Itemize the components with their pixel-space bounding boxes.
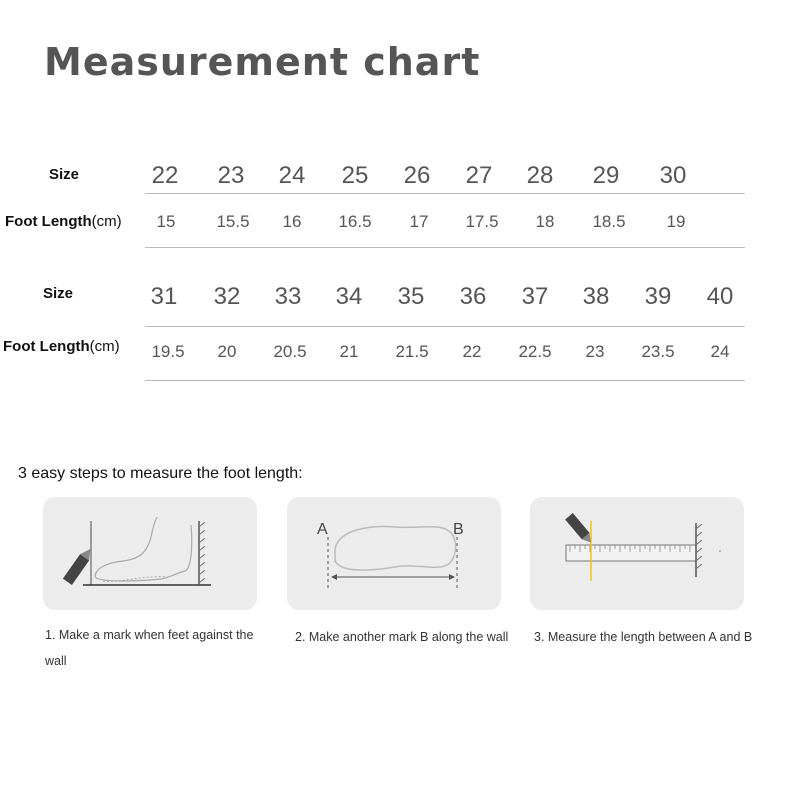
foot-length-cell: 22: [462, 342, 482, 361]
foot-length-cell: 17.5: [465, 212, 499, 231]
steps-heading: 3 easy steps to measure the foot length:: [18, 465, 303, 482]
foot-length-cell: 20.5: [273, 342, 307, 361]
size-cell: 31: [150, 283, 178, 310]
foot-length-row-label: [3, 338, 120, 355]
size-cell: 23: [217, 162, 245, 189]
foot-length-unit: (cm): [91, 213, 122, 230]
foot-length-cell: 19.5: [151, 342, 185, 361]
size-cell: 39: [644, 283, 672, 310]
foot-length-cell: 18: [535, 212, 555, 231]
size-cell: 26: [403, 162, 431, 189]
size-cell: 25: [341, 162, 369, 189]
foot-against-wall-icon: [43, 497, 257, 610]
size-cell: 29: [592, 162, 620, 189]
foot-length-unit: (cm): [89, 338, 120, 355]
size-cell: 34: [335, 283, 363, 310]
step-3-caption: 3. Measure the length between A and B: [534, 630, 753, 644]
size-cell: 28: [526, 162, 554, 189]
foot-length-cell: 21: [339, 342, 359, 361]
foot-length-label: Foot Length: [5, 213, 92, 230]
foot-length-cell: 19: [666, 212, 686, 231]
label-b: B: [453, 521, 464, 538]
size-cell: 35: [397, 283, 425, 310]
size-cell: 27: [465, 162, 493, 189]
foot-length-cell: 21.5: [395, 342, 429, 361]
size-cell: 24: [278, 162, 306, 189]
step-3-card: [530, 497, 744, 610]
foot-length-cell: 15.5: [216, 212, 250, 231]
footprint-ab-icon: [287, 497, 501, 610]
size-row-label: Size: [49, 166, 80, 183]
page-title: Measurement chart: [44, 40, 481, 84]
size-cell: 37: [521, 283, 549, 310]
size-row-label: Size: [43, 285, 74, 302]
foot-length-cell: 23.5: [641, 342, 675, 361]
foot-length-cell: 16.5: [338, 212, 372, 231]
size-cell: 38: [582, 283, 610, 310]
ruler-measure-icon: [530, 497, 744, 610]
row-divider: [145, 247, 745, 248]
size-cell: 30: [659, 162, 687, 189]
foot-length-row-label: [5, 213, 122, 230]
size-cell: 32: [213, 283, 241, 310]
size-cell: 22: [151, 162, 179, 189]
size-cell: 36: [459, 283, 487, 310]
row-divider: [145, 380, 745, 381]
label-a: A: [317, 521, 328, 538]
foot-length-cell: 22.5: [518, 342, 552, 361]
size-cell: 33: [274, 283, 302, 310]
foot-length-cell: 18.5: [592, 212, 626, 231]
foot-length-cell: 20: [217, 342, 237, 361]
foot-length-cell: 24: [710, 342, 730, 361]
foot-length-cell: 17: [409, 212, 429, 231]
row-divider: [145, 326, 745, 327]
foot-length-cell: 16: [282, 212, 302, 231]
foot-length-label: Foot Length: [3, 338, 90, 355]
foot-length-cell: 15: [156, 212, 176, 231]
step-2-card: [287, 497, 501, 610]
foot-length-cell: 23: [585, 342, 605, 361]
row-divider: [145, 193, 745, 194]
step-1-card: [43, 497, 257, 610]
size-cell: 40: [706, 283, 734, 310]
step-1-caption: 1. Make a mark when feet against the wall: [45, 628, 254, 668]
step-2-caption: 2. Make another mark B along the wall: [295, 630, 509, 644]
